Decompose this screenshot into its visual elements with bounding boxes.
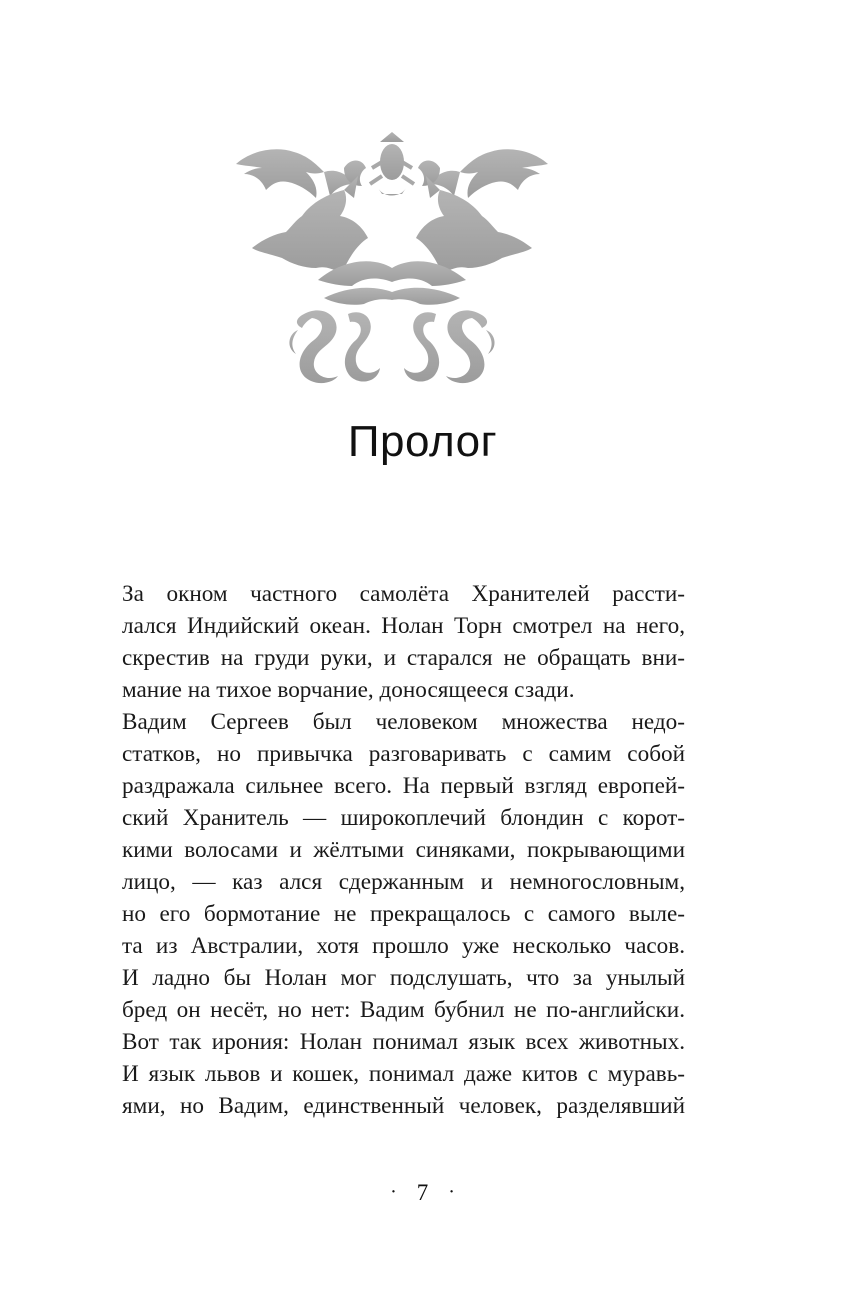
text-line: И язык львов и кошек, понимал даже китов с муравь- (122, 1061, 685, 1087)
text-line: раздражала сильнее всего. На первый взгляд европей- (122, 773, 685, 799)
text-line: лался Индийский океан. Нолан Торн смотрел на него, (122, 613, 685, 639)
text-line: статков, но привычка разговаривать с самим собой (122, 741, 685, 767)
heraldic-beasts-emblem-icon (232, 128, 552, 390)
text-line: лицо, — каз ался сдержанным и немногословным, (122, 869, 685, 895)
paragraph-2 (122, 706, 685, 1122)
text-line: Вадим Сергеев был человеком множества недо- (122, 709, 685, 735)
text-line: та из Австралии, хотя прошло уже несколько часов. (122, 933, 685, 959)
text-line: скрестив на груди руки, и старался не обращать вни- (122, 645, 685, 671)
paragraph-1 (122, 578, 685, 706)
chapter-title: Пролог (347, 417, 498, 466)
text-line: но его бормотание не прекращалось с самого выле- (122, 901, 685, 927)
text-line: Вот так ирония: Нолан понимал язык всех животных. (122, 1029, 685, 1055)
page-number-dot-right: · (448, 1181, 455, 1203)
text-line: ями, но Вадим, единственный человек, разделявший (122, 1093, 685, 1119)
text-line: За окном частного самолёта Хранителей рассти- (122, 581, 685, 607)
text-line: кими волосами и жёлтыми синяками, покрывающими (122, 837, 685, 863)
page-number (0, 1180, 845, 1206)
page-number-dot-left: · (390, 1181, 397, 1203)
page-number-value: 7 (416, 1180, 429, 1205)
text-line: И ладно бы Нолан мог подслушать, что за унылый (122, 965, 685, 991)
body-text (122, 578, 685, 1122)
text-line: бред он несёт, но нет: Вадим бубнил не по-английски. (122, 997, 685, 1023)
text-line: мание на тихое ворчание, доносящееся сзади. (122, 677, 575, 703)
text-line: ский Хранитель — широкоплечий блондин с корот- (122, 805, 685, 831)
